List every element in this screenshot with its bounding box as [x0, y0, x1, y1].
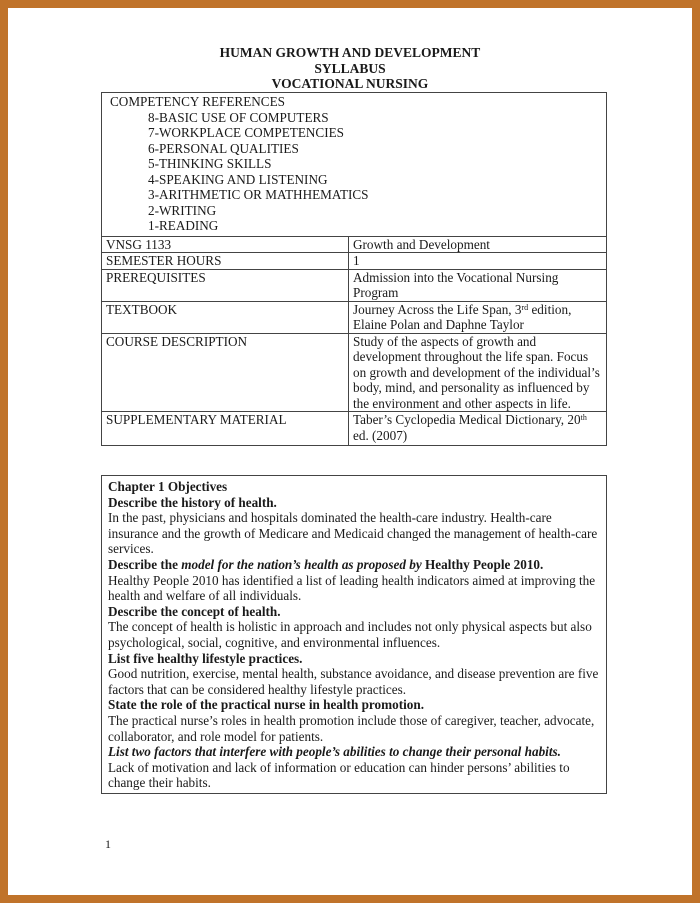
objective-question: List five healthy lifestyle practices. — [108, 650, 303, 666]
title-line-3: VOCATIONAL NURSING — [271, 76, 429, 91]
objective-question — [108, 557, 600, 573]
objective-answer: Good nutrition, exercise, mental health, substance avoidance, and disease prevention are five factors that can be considered healthy lifestyle practices. — [108, 666, 599, 697]
objective-answer: Lack of motivation and lack of information or education can hinder persons’ abilities to change their habits. — [108, 759, 570, 791]
syllabus-table — [101, 92, 607, 446]
competency-item: 4-SPEAKING AND LISTENING — [148, 171, 328, 187]
textbook-value — [349, 301, 607, 333]
objective-answer: The concept of health is holistic in approach and includes not only physical aspects but also psychological, social, cognitive, and environmental influences. — [108, 619, 592, 650]
page-number: 1 — [105, 837, 111, 851]
supplementary-value — [349, 412, 607, 446]
supplementary-text-continued: ed. (2007) — [353, 427, 408, 443]
textbook-text: Journey Across the Life Span, 3 — [353, 301, 522, 317]
document-page — [8, 8, 692, 895]
course-code: VNSG 1133 — [102, 236, 349, 253]
prereq-row — [102, 269, 607, 301]
competency-item: 1-READING — [148, 218, 219, 233]
hours-value: 1 — [349, 253, 607, 270]
objectives-box — [101, 475, 607, 794]
document-title — [8, 45, 692, 92]
competency-item: 7-WORKPLACE COMPETENCIES — [148, 125, 344, 140]
objective-question: List two factors that interfere with people’s abilities to change their personal habits. — [108, 744, 561, 760]
question-italic-text: model for the nation’s health as proposed by — [181, 556, 422, 572]
competency-heading: COMPETENCY REFERENCES — [110, 94, 285, 109]
supplementary-label: SUPPLEMENTARY MATERIAL — [102, 412, 349, 446]
title-line-2: SYLLABUS — [314, 60, 386, 76]
competency-item: 8-BASIC USE OF COMPUTERS — [148, 109, 329, 125]
description-value: Study of the aspects of growth and development throughout the life span. Focus on growth and development of the individual’s body, mind, and personality as influenced by the environment and other aspects in life. — [349, 333, 607, 412]
objective-question: Describe the history of health. — [108, 494, 277, 510]
objective-answer: The practical nurse’s roles in health promotion include those of caregiver, teacher, advocate, collaborator, and role model for patients. — [108, 712, 595, 744]
supplementary-superscript: th — [580, 413, 587, 422]
supplementary-row — [102, 412, 607, 446]
prereq-value: Admission into the Vocational Nursing Program — [349, 269, 607, 301]
description-row — [102, 333, 607, 412]
course-title: Growth and Development — [349, 236, 607, 253]
objective-answer: Healthy People 2010 has identified a list of leading health indicators aimed at improving the health and welfare of all individuals. — [108, 572, 596, 604]
objective-question: Describe the concept of health. — [108, 603, 281, 619]
textbook-row — [102, 301, 607, 333]
competency-cell — [102, 93, 607, 237]
supplementary-text: Taber’s Cyclopedia Medical Dictionary, 20 — [353, 412, 581, 427]
description-label: COURSE DESCRIPTION — [102, 333, 349, 412]
competency-item: 5-THINKING SKILLS — [148, 156, 272, 171]
competency-row — [102, 93, 607, 237]
objective-answer: In the past, physicians and hospitals dominated the health-care industry. Health-care insurance and the growth of Medicare and Medicaid changed the management of health-care services. — [108, 510, 598, 557]
textbook-label: TEXTBOOK — [102, 301, 349, 333]
objective-question: State the role of the practical nurse in health promotion. — [108, 697, 424, 713]
hours-row — [102, 253, 607, 270]
course-row — [102, 236, 607, 253]
objectives-heading: Chapter 1 Objectives — [108, 479, 228, 494]
textbook-text-continued: edition, Elaine Polan and Daphne Taylor — [353, 301, 572, 332]
competency-item: 2-WRITING — [148, 202, 217, 218]
question-text: Describe the — [108, 556, 182, 572]
textbook-superscript: rd — [521, 302, 529, 312]
competency-item: 6-PERSONAL QUALITIES — [148, 140, 299, 156]
title-line-1: HUMAN GROWTH AND DEVELOPMENT — [219, 45, 481, 60]
question-text-continued: Healthy People 2010. — [421, 556, 544, 572]
competency-item: 3-ARITHMETIC OR MATHHEMATICS — [148, 187, 369, 202]
prereq-label: PREREQUISITES — [102, 269, 349, 301]
hours-label: SEMESTER HOURS — [102, 253, 349, 270]
